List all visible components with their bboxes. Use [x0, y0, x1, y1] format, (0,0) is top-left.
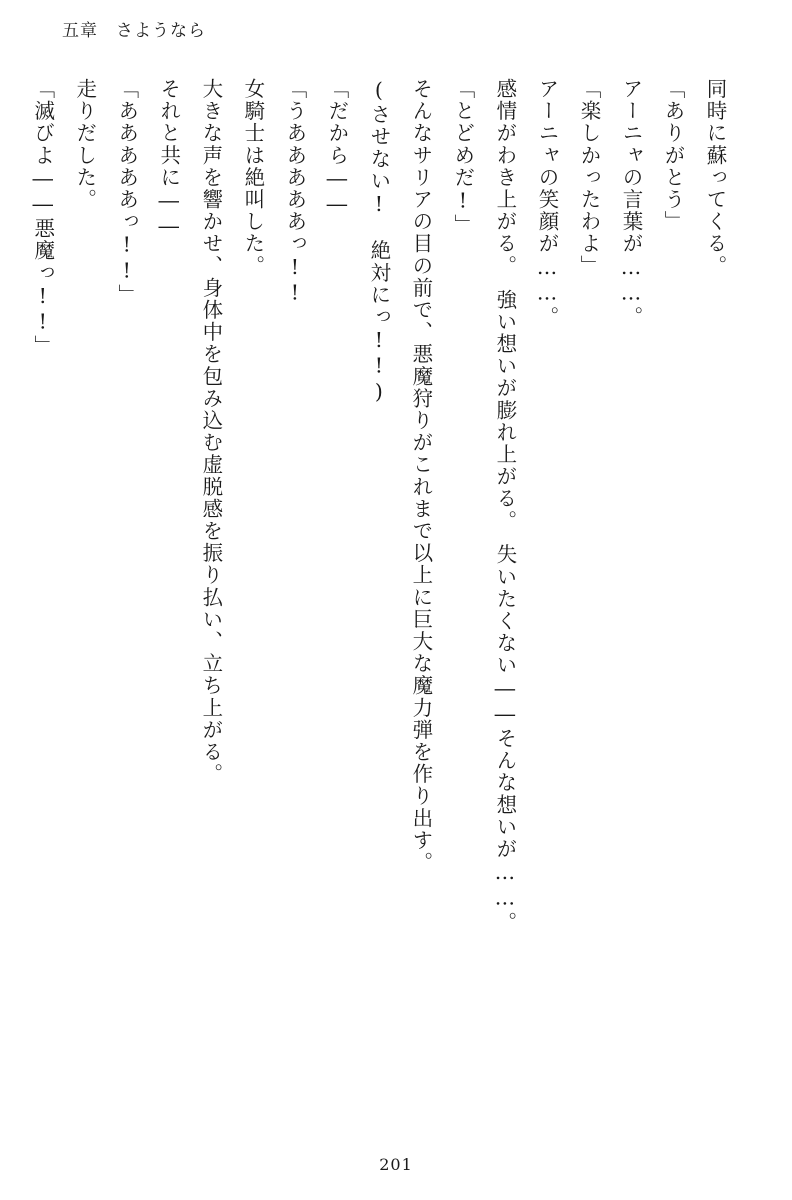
paragraph: 「滅びよ――悪魔っ!!」 [30, 78, 55, 358]
page-number: 201 [379, 1155, 413, 1174]
vertical-body-text [30, 78, 736, 1058]
paragraph: それと共に―― [156, 78, 181, 240]
paragraph: アーニャの笑顔が……。 [534, 78, 559, 329]
paragraph: 「あああああっ!!」 [114, 78, 139, 306]
running-header [62, 16, 206, 41]
paragraph: アーニャの言葉が……。 [618, 78, 643, 329]
paragraph: 「楽しかったわよ」 [576, 78, 601, 277]
paragraph: 女騎士は絶叫した。 [240, 78, 265, 277]
paragraph: 「うあああああっ!! [282, 78, 307, 306]
paragraph: (させない! 絶対にっ!!) [366, 78, 391, 405]
paragraph: 大きな声を響かせ、身体中を包み込む虚脱感を振り払い、立ち上がる。 [198, 78, 223, 786]
paragraph: そんなサリアの目の前で、悪魔狩りがこれまで以上に巨大な魔力弾を作り出す。 [408, 78, 433, 874]
paragraph: 「だから―― [324, 78, 349, 218]
paragraph: 「ありがとう」 [660, 78, 685, 233]
chapter-title: さようなら [116, 21, 206, 41]
paragraph: 感情がわき上がる。 強い想いが膨れ上がる。 失いたくない――そんな想いが……。 [492, 78, 517, 934]
paragraph: 「とどめだ!」 [450, 78, 475, 237]
paragraph: 同時に蘇ってくる。 [703, 78, 727, 277]
paragraph: 走りだした。 [72, 78, 97, 211]
chapter-number: 五章 [62, 21, 98, 41]
